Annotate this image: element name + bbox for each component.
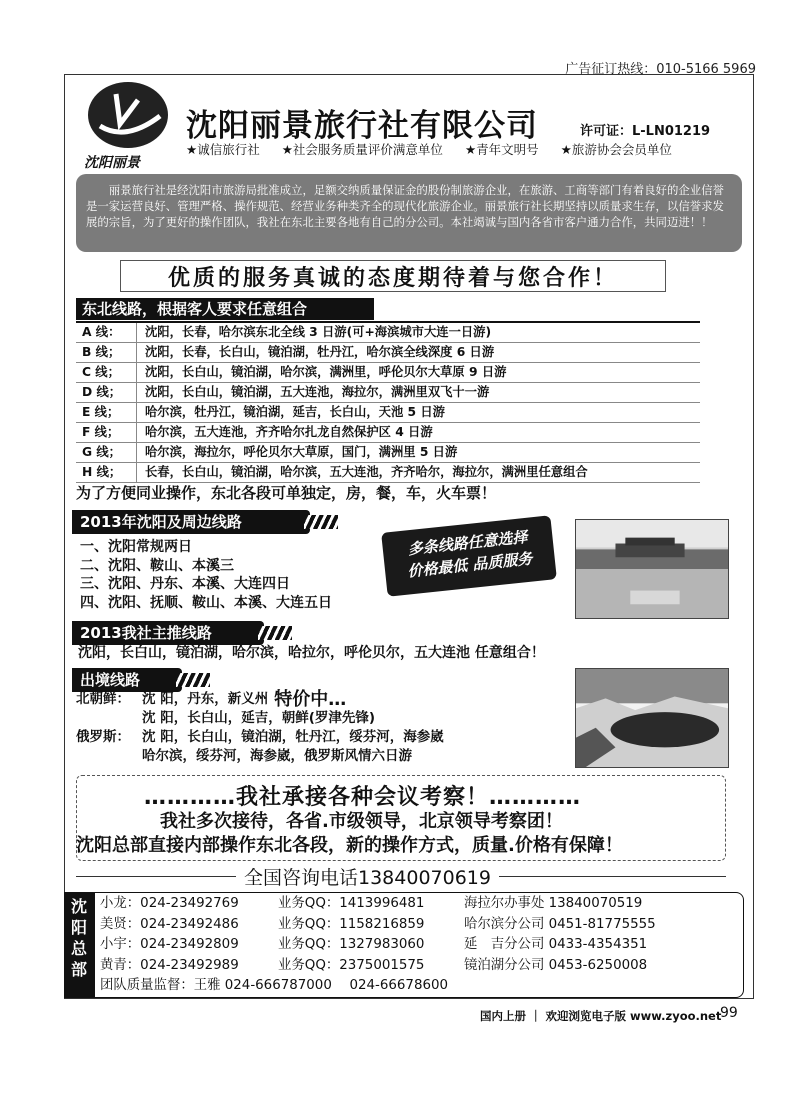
company-intro: 丽景旅行社是经沈阳市旅游局批准成立，足额交纳质量保证金的股份制旅游企业，在旅游、工商等部门有着良好的企业信誉是一家运营良好、管理严格、操作规范、经营业务种类齐全的现代化旅游企业。丽景旅行社长期坚持以质量求生存，以信誉求发展的宗旨，为了更好的操作团队，我社在东北主要各地有自己的分公司。本社竭诚与国内各省市客户通力合作，共同迈进！！ [76,174,742,252]
route-value: 哈尔滨，牡丹江，镜泊湖，延吉，长白山，天池 5 日游 [136,403,700,422]
contact-row [100,956,656,977]
route-row [76,403,700,423]
route-value: 长春，长白山，镜泊湖，哈尔滨，五大连池，齐齐哈尔，海拉尔，满洲里任意组合 [136,463,700,482]
branch-office: 哈尔滨分公司 0451-81775555 [464,916,656,932]
quality-supervisor: 团队质量监督：王雅 024-666787000 024-66678600 [100,978,449,993]
license-number: 许可证：L-LN01219 [580,124,711,139]
route-key: H 线； [82,465,122,479]
conference-line: 沈阳总部直接内部操作东北各段，新的操作方式，质量.价格有保障！ [76,835,623,856]
northeast-routes-title: 东北线路，根据客人要求任意组合 [76,298,374,320]
crater-lake-photo [575,668,729,768]
convenience-note: 为了方便同业操作，东北各段可单独定，房，餐，车，火车票！ [76,484,497,502]
outbound-routes-list [76,690,444,766]
route-key: D 线； [82,385,122,399]
list-item [76,709,444,728]
honor-item: ★社会服务质量评价满意单位 [281,142,443,157]
contact-row [100,894,656,915]
branch-office: 延 吉分公司 0433-4354351 [464,937,648,952]
route-key: E 线； [82,405,120,419]
country-label [76,709,142,728]
contact-table [100,894,656,997]
honor-item: ★诚信旅行社 [186,142,260,157]
contact-row [100,935,656,956]
contact-qq: 业务QQ：1413996481 [278,896,425,911]
slogan-banner: 优质的服务真诚的态度期待着与您合作！ [120,260,666,292]
list-item: 三、沈阳、丹东、本溪、大连四日 [80,576,290,592]
main-routes-title: 2013我社主推线路 [72,621,264,645]
route-row [76,463,700,483]
contact-qq: 业务QQ：1327983060 [278,937,425,952]
honor-item: ★青年文明号 [464,142,539,157]
local-routes-list [80,538,332,612]
route-text: 哈尔滨，绥芬河，海参崴，俄罗斯风情六日游 [142,748,412,764]
hq-char: 沈 [70,897,87,916]
badge-line: 多条线路任意选择 [407,527,529,559]
list-item [76,690,444,709]
list-item [76,747,444,766]
badge-line: 价格最低 品质服务 [406,549,534,581]
route-value: 哈尔滨，海拉尔，呼伦贝尔大草原，国门，满洲里 5 日游 [136,443,700,462]
list-item: 一、沈阳常规两日 [80,539,192,555]
route-row [76,343,700,363]
route-value: 哈尔滨，五大连池，齐齐哈尔扎龙自然保护区 4 日游 [136,423,700,442]
route-row [76,443,700,463]
route-value: 沈阳，长白山，镜泊湖，哈尔滨，满洲里，呼伦贝尔大草原 9 日游 [136,363,700,382]
route-text: 沈 阳，丹东，新义州 [142,691,269,707]
route-value: 沈阳，长白山，镜泊湖，五大连池，海拉尔，满洲里双飞十一游 [136,383,700,402]
stripes-decoration [258,626,292,640]
hq-label [64,892,94,998]
ad-hotline: 广告征订热线：010-5166 5969 [565,62,756,77]
country-label [76,747,142,766]
contact-phone: 小龙：024-23492769 [100,896,239,911]
conference-title: …………我社承接各种会议考察！………… [144,785,582,810]
footer-text: 国内上册 ｜ 欢迎浏览电子版 www.zyoo.net [480,1009,722,1023]
route-key: C 线； [82,365,120,379]
route-key: A 线： [82,325,121,339]
contact-phone: 小宇：024-23492809 [100,937,239,952]
route-key: F 线； [82,425,120,439]
contact-phone: 美贤：024-23492486 [100,916,239,932]
conference-line: 我社多次接待，各省.市级领导，北京领导考察团！ [160,811,563,832]
branch-office: 镜泊湖分公司 0453-6250008 [464,957,648,973]
city-square-photo [575,519,729,619]
company-logo-icon [86,80,170,150]
branch-office: 海拉尔办事处 13840070519 [464,896,643,911]
route-row [76,363,700,383]
list-item: 四、沈阳、抚顺、鞍山、本溪、大连五日 [80,594,332,611]
national-hotline: 全国咨询电话13840070619 [236,863,499,890]
list-item [76,728,444,747]
stripes-decoration [304,515,338,529]
contact-row [100,976,656,997]
main-routes-text: 沈阳，长白山，镜泊湖，哈尔滨，哈拉尔，呼伦贝尔，五大连池 任意组合！ [78,645,545,661]
company-name: 沈阳丽景旅行社有限公司 [186,108,538,144]
route-value: 沈阳，长春，哈尔滨东北全线 3 日游(可+海滨城市大连一日游) [136,323,700,342]
route-row [76,323,700,343]
route-row [76,383,700,403]
route-key: G 线； [82,445,121,459]
route-value: 沈阳，长春，长白山，镜泊湖，牡丹江，哈尔滨全线深度 6 日游 [136,343,700,362]
special-offer: 特价中… [274,689,347,710]
local-routes-title: 2013年沈阳及周边线路 [72,510,310,534]
honor-item: ★旅游协会会员单位 [560,142,672,157]
hq-char: 部 [70,960,87,979]
hq-char: 总 [70,939,87,958]
stripes-decoration [176,673,210,687]
contact-qq: 业务QQ：1158216859 [278,916,425,932]
outbound-routes-title: 出境线路 [72,668,182,692]
route-text: 沈 阳，长白山，镜泊湖，牡丹江，绥芬河，海参崴 [142,729,444,745]
honors-list [186,140,672,158]
contact-row [100,915,656,936]
country-label: 俄罗斯： [76,729,130,745]
route-text: 沈 阳，长白山，延吉，朝鲜(罗津先锋) [142,710,376,726]
northeast-routes-table [76,321,700,483]
contact-qq: 业务QQ：2375001575 [278,957,425,973]
hq-char: 阳 [70,918,87,937]
route-key: B 线； [82,345,121,359]
route-row [76,423,700,443]
logo-text: 沈阳丽景 [84,155,140,171]
page-number: 99 [720,1005,738,1021]
country-label: 北朝鲜： [76,691,130,707]
list-item: 二、沈阳、鞍山、本溪三 [80,557,234,574]
contact-phone: 黄青：024-23492989 [100,957,239,973]
